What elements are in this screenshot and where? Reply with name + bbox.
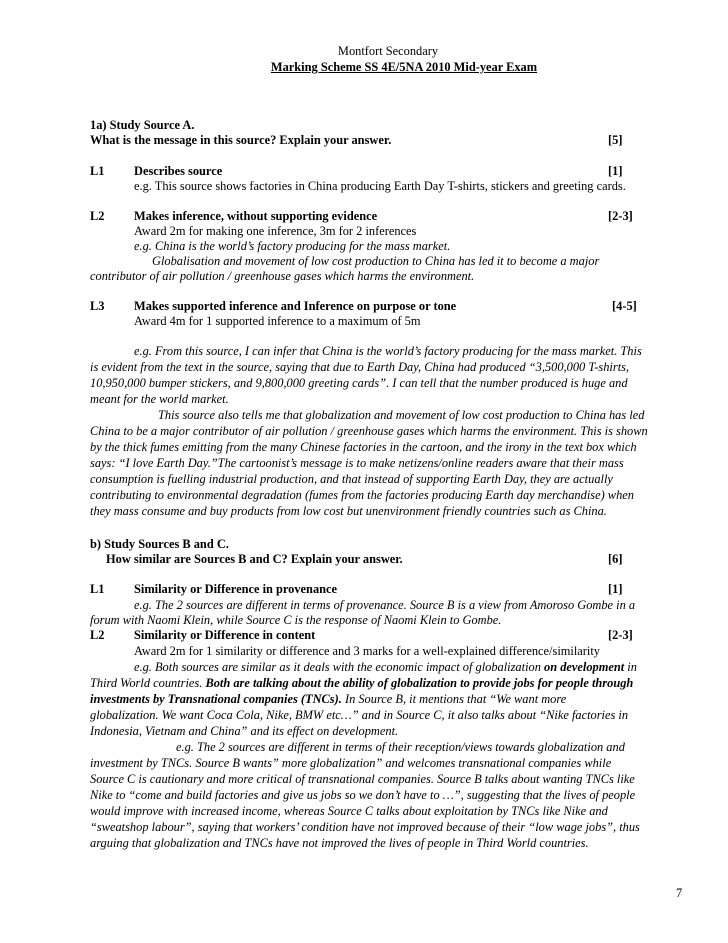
q1a-l2-marks: [2-3] [608,209,633,223]
q1a-l2-title: Makes inference, without supporting evidence [134,209,378,223]
q1a-l1-marks: [1] [608,164,623,178]
q1b-l1-example-2: forum with Naomi Klein, while Source C is the response of Naomi Klein to Gombe. [90,613,502,627]
q1a-heading: 1a) Study Source A. [90,118,195,132]
q1b-l2-difference-line: e.g. The 2 sources are different in terms of their reception/views towards globalization and [176,740,625,754]
q1b-l1-example-1: e.g. The 2 sources are different in terms of provenance. Source B is a view from Amoroso Gombe in a [134,598,636,612]
q1b-l2-marks: [2-3] [608,628,633,642]
q1b-l1-title: Similarity or Difference in provenance [134,582,338,596]
q1b-l1-marks: [1] [608,582,623,596]
q1b-l2-title: Similarity or Difference in content [134,628,316,642]
q1b-l2-difference-line: investment by TNCs. Source B wants” more globalization” and welcomes transnational companies while [90,756,612,770]
q1b-l2-award: Award 2m for 1 similarity or difference and 3 marks for a well-explained difference/similarity [134,644,600,658]
q1a-l2-award: Award 2m for making one inference, 3m for 2 inferences [134,224,417,238]
q1a-l3-line: China to be a major contributor of air pollution / greenhouse gases which harms the environment. This is shown [90,424,648,438]
q1b-l2-similarity-line-5: Indonesia, Vietnam and China” and its effect on development. [90,724,399,738]
q1a-l3-line: by the thick fumes emitting from the many Chinese factories in the cartoon, and the irony in the text box which [90,440,637,454]
q1a-l1-title: Describes source [134,164,223,178]
q1a-question: What is the message in this source? Explain your answer. [90,133,392,147]
q1b-l2-tag: L2 [90,628,105,642]
q1a-l3-marks: [4-5] [612,299,637,313]
q1b-l2-difference-line: Nike to “come and build factories and give us jobs so we don’t have to …”, suggesting that the lives of people [90,788,636,802]
q1a-l3-line: contributing to environmental degradation (fumes from the factories producing Earth day merchandise) when [90,488,634,502]
q1a-l3-line: they mass consume and buy products from low cost but unenvironment friendly countries such as China. [90,504,607,518]
q1a-l3-line: This source also tells me that globalization and movement of low cost production to China has led [158,408,645,422]
q1b-l1-tag: L1 [90,582,105,596]
exam-title: Marking Scheme SS 4E/5NA 2010 Mid-year Exam [270,60,538,74]
q1b-l2-similarity-line-4: globalization. We want Coca Cola, Nike, BMW etc…” and in Source C, it also talks about “Nike factories in [90,708,629,722]
q1a-l3-line: meant for the world market. [90,392,229,406]
q1a-l2-example-2a: Globalisation and movement of low cost production to China has led it to become a major [152,254,600,268]
q1a-l3-line: says: “I love Earth Day.”The cartoonist’s message is to make netizens/online readers aware that their mass [90,456,624,470]
q1a-l1-tag: L1 [90,164,105,178]
q1a-l1-example: e.g. This source shows factories in China producing Earth Day T-shirts, stickers and greeting cards. [134,179,626,193]
q1b-marks: [6] [608,552,623,566]
q1b-l2-difference-line: Source C is cautionary and more critical of transnational companies. Source B talks about wanting TNCs like [90,772,635,786]
q1a-l3-line: 10,950,000 bumper stickers, and 9,800,000 greeting cards”. I can tell that the number produced is huge and [90,376,628,390]
q1a-l2-tag: L2 [90,209,105,223]
q1a-l3-award: Award 4m for 1 supported inference to a maximum of 5m [134,314,421,328]
q1b-l2-difference-line: arguing that globalization and TNCs have not improved the lives of people in Third World countries. [90,836,589,850]
q1a-l3-line: is evident from the text in the source, saying that due to Earth Day, China had produced “3,500,000 T-shirts, [90,360,630,374]
q1a-l3-line: consumption is fuelling industrial production, and that instead of supporting Earth Day, they are actually [90,472,613,486]
q1a-l2-example-1: e.g. China is the world’s factory producing for the mass market. [134,239,451,253]
q1a-l2-example-2b: contributor of air pollution / greenhouse gases which harms the environment. [90,269,475,283]
school-name: Montfort Secondary [337,44,439,58]
q1b-heading: b) Study Sources B and C. [90,537,229,551]
q1b-l2-similarity-line-2: Third World countries. Both are talking about the ability of globalization to provide jobs for people through [90,676,634,690]
page-number: 7 [676,886,683,900]
q1b-l2-difference-line: “sweatshop labour”, saying that workers’ condition have not improved because of their “low wage jobs”, thus [90,820,640,834]
q1a-l3-title: Makes supported inference and Inference on purpose or tone [134,299,457,313]
q1b-question: How similar are Sources B and C? Explain your answer. [106,552,403,566]
q1a-l3-line: e.g. From this source, I can infer that China is the world’s factory producing for the mass market. This [134,344,642,358]
q1a-l3-tag: L3 [90,299,105,313]
q1b-l2-difference-line: would improve with increased income, whereas Source C talks about exploitation by TNCs like Nike and [90,804,608,818]
q1b-l2-similarity-line-1: e.g. Both sources are similar as it deals with the economic impact of globalization on development in [134,660,637,674]
q1a-marks: [5] [608,133,623,147]
q1b-l2-similarity-line-3: investments by Transnational companies (TNCs). In Source B, it mentions that “We want more [90,692,567,706]
